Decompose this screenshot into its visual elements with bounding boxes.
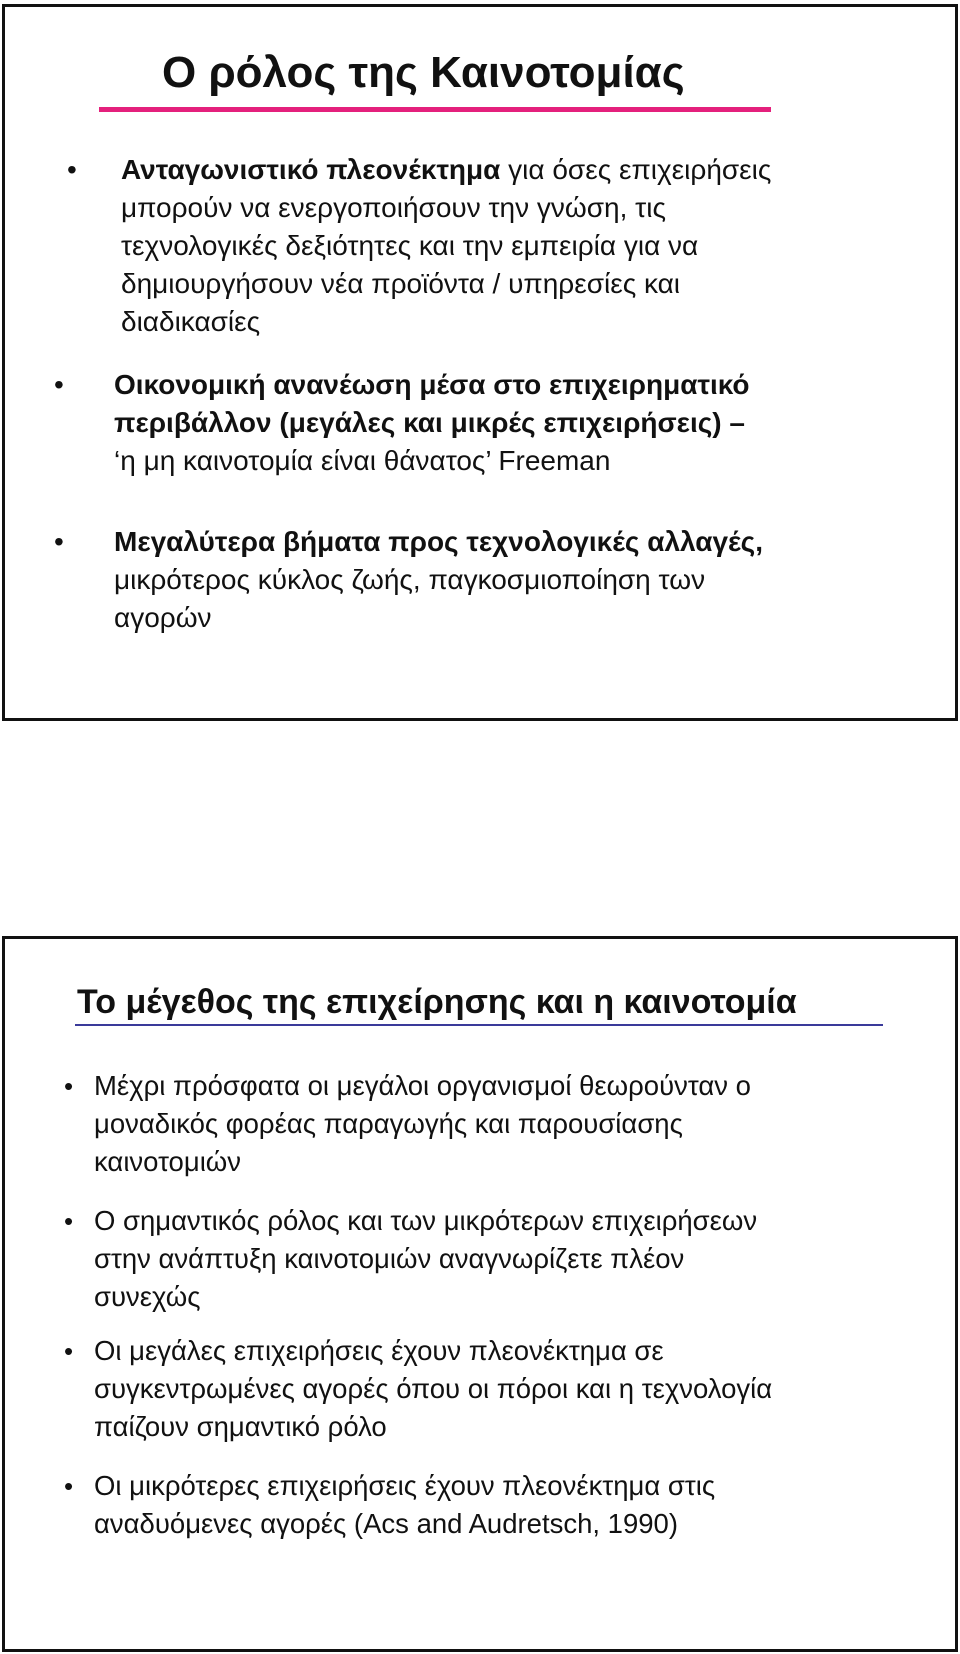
bullet-item — [54, 523, 764, 637]
bullet-line: μικρότερος κύκλος ζωής, παγκοσμιοποίηση των — [114, 564, 706, 595]
bullet-line: καινοτομιών — [94, 1146, 242, 1177]
bullet-line: αναδυόμενες αγορές (Acs and Audretsch, 1990) — [94, 1508, 679, 1539]
bullet-item — [67, 151, 772, 341]
slide-title: Το μέγεθος της επιχείρησης και η καινοτομία — [77, 983, 797, 1021]
bullet-line: τεχνολογικές δεξιότητες και την εμπειρία για να — [121, 230, 699, 261]
bullet-line: Ο σημαντικός ρόλος και των μικρότερων επιχειρήσεων — [94, 1205, 758, 1236]
bullet-text: για όσες επιχειρήσεις — [500, 154, 772, 185]
bullet-dot-icon: • — [64, 1206, 74, 1236]
bullet-item — [64, 1332, 773, 1446]
slide-innovation-role — [2, 4, 958, 721]
bullet-dot-icon: • — [54, 526, 64, 557]
bullet-lead: Ανταγωνιστικό πλεονέκτημα — [121, 154, 501, 185]
bullet-line: μοναδικός φορέας παραγωγής και παρουσίασης — [94, 1108, 683, 1139]
bullet-item — [64, 1467, 716, 1543]
bullet-dot-icon: • — [64, 1336, 74, 1366]
bullet-item — [64, 1202, 758, 1316]
bullet-dot-icon: • — [67, 154, 77, 185]
bullet-line: μπορούν να ενεργοποιήσουν την γνώση, τις — [121, 192, 666, 223]
bullet-line: συγκεντρωμένες αγορές όπου οι πόροι και η τεχνολογία — [94, 1373, 773, 1404]
bullet-line: στην ανάπτυξη καινοτομιών αναγνωρίζετε πλέον — [94, 1243, 685, 1274]
bullet-line: παίζουν σημαντικό ρόλο — [94, 1411, 387, 1442]
bullet-line: δημιουργήσουν νέα προϊόντα / υπηρεσίες και — [121, 268, 681, 299]
bullet-line: περιβάλλον (μεγάλες και μικρές επιχειρήσεις) – — [114, 407, 745, 438]
bullet-item — [54, 366, 750, 480]
bullet-line: Μεγαλύτερα βήματα προς τεχνολογικές αλλαγές, — [114, 526, 764, 557]
bullet-line — [121, 151, 771, 189]
bullet-line: αγορών — [114, 602, 212, 633]
bullet-line: Οι μικρότερες επιχειρήσεις έχουν πλεονέκτημα στις — [94, 1470, 716, 1501]
bullet-line: διαδικασίες — [121, 306, 261, 337]
bullet-dot-icon: • — [64, 1471, 74, 1501]
title-underline — [99, 107, 771, 112]
bullet-line: Οι μεγάλες επιχειρήσεις έχουν πλεονέκτημα σε — [94, 1335, 664, 1366]
title-underline — [75, 1024, 883, 1026]
bullet-line: συνεχώς — [94, 1281, 201, 1312]
bullet-dot-icon: • — [54, 369, 64, 400]
bullet-line: Μέχρι πρόσφατα οι μεγάλοι οργανισμοί θεωρούνταν ο — [94, 1070, 751, 1101]
bullet-dot-icon: • — [64, 1071, 74, 1101]
slide-title: Ο ρόλος της Καινοτομίας — [162, 48, 685, 97]
bullet-item — [64, 1067, 751, 1181]
slide-firm-size-innovation — [2, 936, 958, 1652]
bullet-line: Οικονομική ανανέωση μέσα στο επιχειρηματικό — [114, 369, 750, 400]
bullet-line: ‘η μη καινοτομία είναι θάνατος’ Freeman — [114, 445, 611, 476]
